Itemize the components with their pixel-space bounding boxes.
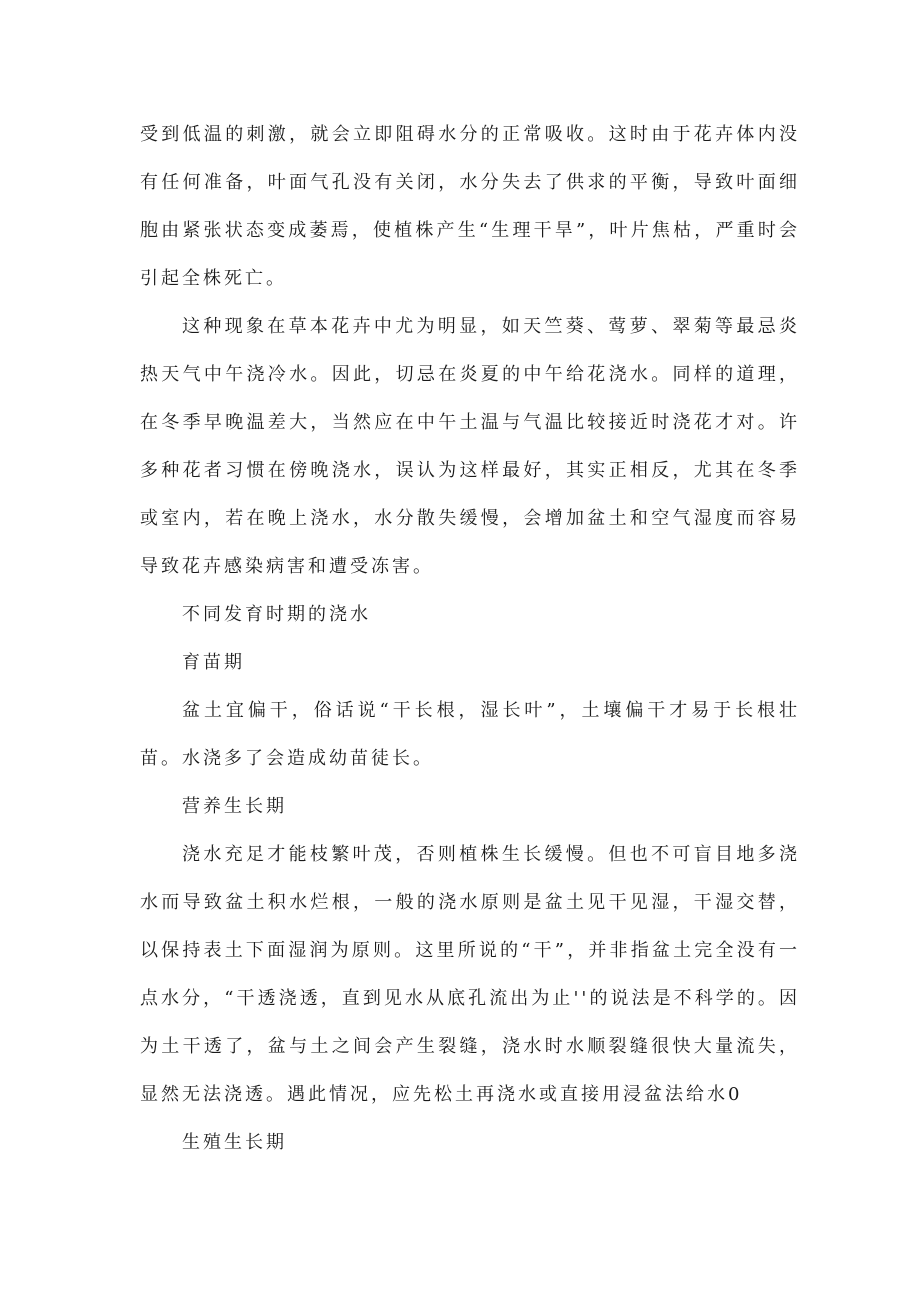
paragraph-vegetative-stage: 浇水充足才能枝繁叶茂，否则植株生长缓慢。但也不可盲目地多浇水而导致盆土积水烂根，一般的浇水原则是盆土见干见湿，干湿交替，以保持表土下面湿润为原则。这里所说的“干”，并非指盆土完全没有一点水分，“干透浇透，直到见水从底孔流出为止''的说法是不科学的。因为土干透了，盆与土之间会产生裂缝，浇水时水顺裂缝很快大量流失，显然无法浇透。遇此情况，应先松土再浇水或直接用浸盆法给水0 — [140, 844, 800, 1105]
paragraph-seedling-stage: 盆土宜偏干，俗话说“干长根，湿长叶”，土壤偏干才易于长根壮苗。水浇多了会造成幼苗徒长。 — [140, 700, 800, 769]
subheading-seedling-stage: 育苗期 — [182, 652, 245, 673]
subheading-vegetative-stage: 营养生长期 — [182, 796, 287, 817]
paragraph-low-temperature-effect: 受到低温的刺激，就会立即阻碍水分的正常吸收。这时由于花卉体内没有任何准备，叶面气孔没有关闭，水分失去了供求的平衡，导致叶面细胞由紧张状态变成萎焉，使植株产生“生理干旱”，叶片焦枯，严重时会引起全株死亡。 — [140, 124, 800, 289]
paragraph-watering-time: 这种现象在草本花卉中尤为明显，如天竺葵、莺萝、翠菊等最忌炎热天气中午浇冷水。因此，切忌在炎夏的中午给花浇水。同样的道理，在冬季早晚温差大，当然应在中午土温与气温比较接近时浇花才对。许多种花者习惯在傍晚浇水，误认为这样最好，其实正相反，尤其在冬季或室内，若在晚上浇水，水分散失缓慢，会增加盆土和空气湿度而容易导致花卉感染病害和遭受冻害。 — [140, 316, 800, 577]
subheading-reproductive-stage: 生殖生长期 — [182, 1132, 287, 1153]
section-heading-growth-stages: 不同发育时期的浇水 — [182, 604, 371, 625]
